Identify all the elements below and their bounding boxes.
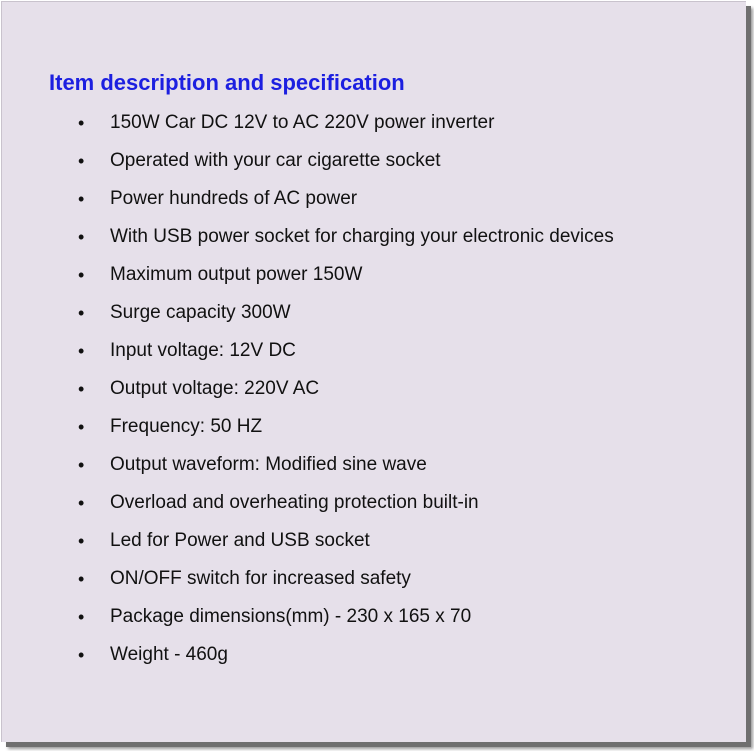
spec-item-text: Weight - 460g (110, 644, 228, 665)
bullet-icon: • (78, 151, 85, 171)
spec-item-text: Package dimensions(mm) - 230 x 165 x 70 (110, 606, 472, 627)
spec-item-text: Surge capacity 300W (110, 302, 291, 323)
bullet-icon: • (78, 417, 85, 437)
spec-item-text: Maximum output power 150W (110, 264, 363, 285)
bullet-icon: • (78, 227, 85, 247)
spec-item-text: Operated with your car cigarette socket (110, 150, 441, 171)
spec-item-text: 150W Car DC 12V to AC 220V power inverter (110, 112, 495, 133)
spec-item-text: Input voltage: 12V DC (110, 340, 296, 361)
spec-panel (1, 1, 746, 742)
bullet-icon: • (78, 341, 85, 361)
bullet-icon: • (78, 531, 85, 551)
section-title: Item description and specification (49, 70, 405, 95)
spec-item-text: With USB power socket for charging your electronic devices (110, 226, 614, 247)
spec-item-text: Power hundreds of AC power (110, 188, 358, 209)
bullet-icon: • (78, 607, 85, 627)
bullet-icon: • (78, 645, 85, 665)
bullet-icon: • (78, 379, 85, 399)
bullet-icon: • (78, 493, 85, 513)
bullet-icon: • (78, 189, 85, 209)
bullet-icon: • (78, 455, 85, 475)
spec-item-text: Overload and overheating protection built-in (110, 492, 479, 513)
spec-item-text: ON/OFF switch for increased safety (110, 568, 411, 589)
spec-item-text: Led for Power and USB socket (110, 530, 370, 551)
bullet-icon: • (78, 569, 85, 589)
spec-item-text: Output waveform: Modified sine wave (110, 454, 427, 475)
bullet-icon: • (78, 303, 85, 323)
spec-item-text: Output voltage: 220V AC (110, 378, 320, 399)
bullet-icon: • (78, 113, 85, 133)
bullet-icon: • (78, 265, 85, 285)
spec-item-text: Frequency: 50 HZ (110, 416, 263, 437)
